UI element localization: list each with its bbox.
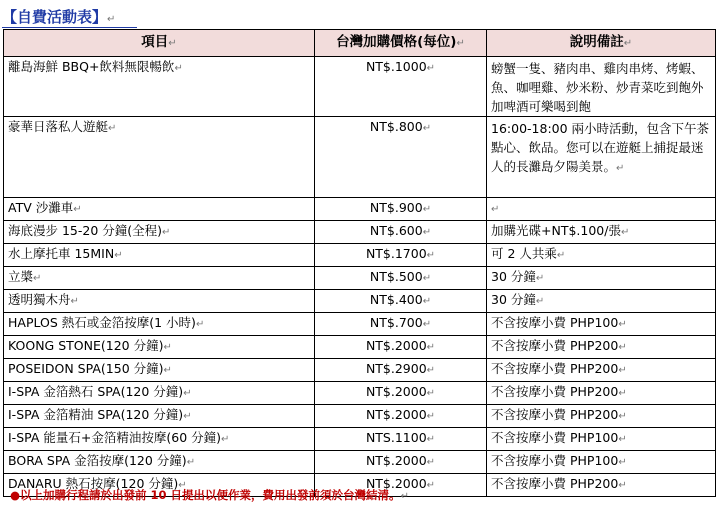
activity-price-table	[3, 29, 716, 497]
table-header-row	[4, 30, 716, 57]
table-row	[4, 382, 716, 405]
item-cell: ATV 沙灘車↵	[4, 198, 315, 221]
title-underline	[2, 27, 137, 28]
paragraph-mark-icon: ↵	[400, 491, 409, 502]
note-cell: 不含按摩小費 PHP200↵	[487, 336, 716, 359]
table-row	[4, 290, 716, 313]
table-row	[4, 428, 716, 451]
price-cell: NT$.2000↵	[315, 336, 487, 359]
item-cell: I-SPA 能量石+金箔精油按摩(60 分鐘)↵	[4, 428, 315, 451]
table-row	[4, 267, 716, 290]
price-cell: NT$.2000↵	[315, 382, 487, 405]
item-cell: 水上摩托車 15MIN↵	[4, 244, 315, 267]
bullet-icon: ●	[10, 488, 21, 502]
item-cell: 透明獨木舟↵	[4, 290, 315, 313]
item-cell: 立槳↵	[4, 267, 315, 290]
item-cell: BORA SPA 金箔按摩(120 分鐘)↵	[4, 451, 315, 474]
table-row	[4, 221, 716, 244]
note-cell: 不含按摩小費 PHP200↵	[487, 405, 716, 428]
footnote-text: 以上加購行程請於出發前 10 日提出以便作業，費用出發前須於台灣結清。	[20, 488, 401, 502]
footnote	[10, 487, 409, 503]
price-cell: NT$.1700↵	[315, 244, 487, 267]
note-cell: 不含按摩小費 PHP200↵	[487, 474, 716, 497]
note-cell: 30 分鐘↵	[487, 290, 716, 313]
price-cell: NT$.2000↵	[315, 474, 487, 497]
price-cell: NT$.600↵	[315, 221, 487, 244]
price-cell: NT$.700↵	[315, 313, 487, 336]
paragraph-mark-icon: ↵	[107, 14, 116, 25]
item-cell: 離島海鮮 BBQ+飲料無限暢飲↵	[4, 57, 315, 117]
item-cell: I-SPA 金箔精油 SPA(120 分鐘)↵	[4, 405, 315, 428]
item-cell: HAPLOS 熱石或金箔按摩(1 小時)↵	[4, 313, 315, 336]
note-cell: 16:00-18:00 兩小時活動，包含下午茶點心、飲品。您可以在遊艇上捕捉最迷人的長灘島夕陽美景。↵	[487, 117, 716, 198]
title-bracket-open: 【	[2, 8, 18, 26]
item-cell: KOONG STONE(120 分鐘)↵	[4, 336, 315, 359]
price-cell: NT$.2000↵	[315, 405, 487, 428]
price-cell: NTS.1100↵	[315, 428, 487, 451]
note-cell: 可 2 人共乘↵	[487, 244, 716, 267]
title-text: 自費活動表	[17, 8, 93, 26]
note-cell: 加購光碟+NT$.100/張↵	[487, 221, 716, 244]
price-cell: NT$.800↵	[315, 117, 487, 198]
note-cell: 螃蟹一隻、豬肉串、雞肉串烤、烤蝦、魚、咖哩雞、炒米粉、炒青菜吃到飽外加啤酒可樂喝到飽	[487, 57, 716, 117]
page-title	[2, 6, 115, 26]
price-cell: NT$.400↵	[315, 290, 487, 313]
header-item: 項目↵	[4, 30, 315, 57]
title-bracket-close: 】	[92, 8, 108, 26]
price-cell: NT$.2000↵	[315, 451, 487, 474]
item-cell: 豪華日落私人遊艇↵	[4, 117, 315, 198]
note-cell: 不含按摩小費 PHP200↵	[487, 359, 716, 382]
price-cell: NT$.500↵	[315, 267, 487, 290]
item-cell: 海底漫步 15-20 分鐘(全程)↵	[4, 221, 315, 244]
note-cell: 不含按摩小費 PHP100↵	[487, 313, 716, 336]
table-row	[4, 57, 716, 117]
table-row	[4, 451, 716, 474]
item-cell: POSEIDON SPA(150 分鐘)↵	[4, 359, 315, 382]
table-row	[4, 313, 716, 336]
price-cell: NT$.2900↵	[315, 359, 487, 382]
table-row	[4, 336, 716, 359]
item-cell: DANARU 熱石按摩(120 分鐘)↵	[4, 474, 315, 497]
header-price: 台灣加購價格(每位)↵	[315, 30, 487, 57]
table-row	[4, 117, 716, 198]
price-cell: NT$.900↵	[315, 198, 487, 221]
note-cell: ↵	[487, 198, 716, 221]
note-cell: 30 分鐘↵	[487, 267, 716, 290]
item-cell: I-SPA 金箔熱石 SPA(120 分鐘)↵	[4, 382, 315, 405]
note-cell: 不含按摩小費 PHP100↵	[487, 428, 716, 451]
note-cell: 不含按摩小費 PHP200↵	[487, 382, 716, 405]
table-row	[4, 198, 716, 221]
table-row	[4, 405, 716, 428]
header-note: 說明備註↵	[487, 30, 716, 57]
table-row	[4, 244, 716, 267]
note-cell: 不含按摩小費 PHP100↵	[487, 451, 716, 474]
price-cell: NT$.1000↵	[315, 57, 487, 117]
table-row	[4, 359, 716, 382]
